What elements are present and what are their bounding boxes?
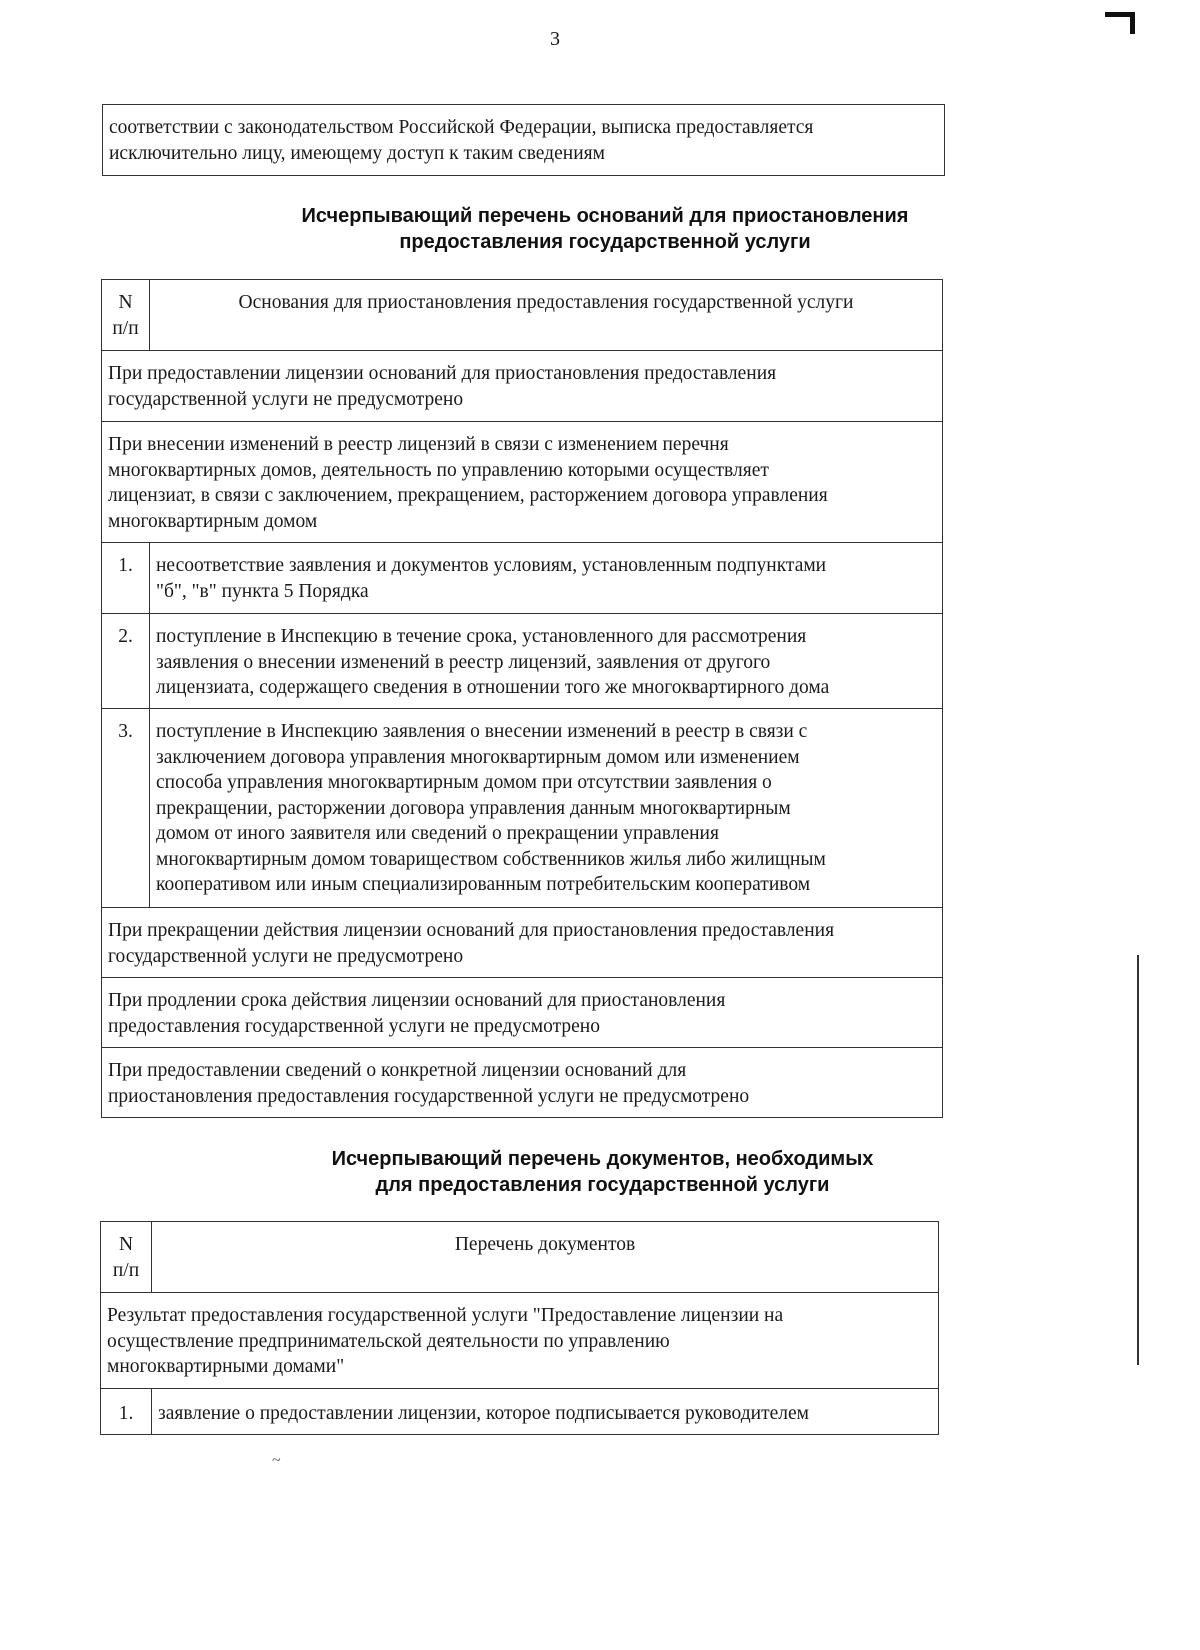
text-line: способа управления многоквартирным домом при отсутствии заявления о <box>156 772 772 793</box>
text-line: При прекращении действия лицензии оснований для приостановления предоставления <box>108 920 835 941</box>
table-header-row <box>102 280 943 351</box>
header-num-line: п/п <box>112 317 139 339</box>
item-number: 1. <box>101 1389 152 1435</box>
header-num-line: N <box>118 1234 134 1255</box>
text-line: При предоставлении лицензии оснований для приостановления предоставления <box>108 363 777 384</box>
continuation-box <box>102 104 945 176</box>
item-text <box>150 614 943 709</box>
text-line: поступление в Инспекцию заявления о внесении изменений в реестр в связи с <box>156 721 808 742</box>
text-line: соответствии с законодательством Российской Федерации, выписка предоставляется <box>109 117 814 138</box>
text-line: При внесении изменений в реестр лицензий в связи с изменением перечня <box>108 434 729 455</box>
suspension-grounds-table <box>101 279 943 1118</box>
text-line: многоквартирным домом <box>108 510 318 532</box>
text-line: лицензиат, в связи с заключением, прекращением, расторжением договора управления <box>108 485 828 506</box>
table-row <box>101 1389 939 1435</box>
table-row <box>102 614 943 709</box>
required-documents-table <box>100 1221 939 1435</box>
row-cell <box>102 908 943 978</box>
section-heading <box>95 203 1115 255</box>
text-line: приостановления предоставления государственной услуги не предусмотрено <box>108 1085 750 1107</box>
table-header-row <box>101 1222 939 1293</box>
header-num-cell <box>101 1222 152 1293</box>
item-text <box>150 543 943 614</box>
heading-line: предоставления государственной услуги <box>399 231 811 253</box>
text-line: заключением договора управления многоквартирным домом или изменением <box>156 746 800 768</box>
text-line: лицензиата, содержащего сведения в отношении того же многоквартирного дома <box>156 677 830 698</box>
text-line: осуществление предпринимательской деятельности по управлению <box>107 1330 670 1352</box>
text-line: заявление о предоставлении лицензии, которое подписывается руководителем <box>158 1403 809 1424</box>
row-cell <box>102 422 943 543</box>
row-cell <box>102 978 943 1048</box>
text-line: прекращении, расторжении договора управления данным многоквартирным <box>156 797 791 819</box>
header-num-cell <box>102 280 150 351</box>
text-line: многоквартирным домом товариществом собственников жилья либо жилищным <box>156 848 826 870</box>
table-row <box>102 351 943 422</box>
text-line: несоответствие заявления и документов условиям, установленным подпунктами <box>156 555 827 576</box>
item-text <box>152 1389 939 1435</box>
text-line: государственной услуги не предусмотрено <box>108 945 464 967</box>
item-number: 3. <box>102 709 150 908</box>
table-row <box>102 709 943 908</box>
text-line: При продлении срока действия лицензии оснований для приостановления <box>108 990 726 1011</box>
heading-line: для предоставления государственной услуги <box>375 1174 830 1196</box>
item-text <box>150 709 943 908</box>
item-number: 2. <box>102 614 150 709</box>
text-line: государственной услуги не предусмотрено <box>108 388 464 410</box>
header-text-cell: Перечень документов <box>152 1222 939 1293</box>
text-line: исключительно лицу, имеющему доступ к таким сведениям <box>109 142 605 164</box>
header-num-line: N <box>118 292 133 313</box>
heading-line: Исчерпывающий перечень оснований для приостановления <box>301 205 909 227</box>
text-line: многоквартирными домами" <box>107 1356 345 1377</box>
text-line: поступление в Инспекцию в течение срока, установленного для рассмотрения <box>156 626 807 647</box>
table-row <box>102 543 943 614</box>
header-text-cell: Основания для приостановления предоставления государственной услуги <box>150 280 943 351</box>
text-line: заявления о внесении изменений в реестр лицензий, заявления от другого <box>156 651 771 673</box>
page-number: 3 <box>550 28 560 50</box>
text-line: "б", "в" пункта 5 Порядка <box>156 580 369 602</box>
continuation-text <box>109 115 940 166</box>
item-number: 1. <box>102 543 150 614</box>
row-cell <box>102 1048 943 1118</box>
text-line: предоставления государственной услуги не предусмотрено <box>108 1015 600 1037</box>
text-line: домом от иного заявителя или сведений о прекращении управления <box>156 823 719 844</box>
header-num-line: п/п <box>112 1259 140 1281</box>
text-line: многоквартирных домов, деятельность по управлению которыми осуществляет <box>108 459 769 481</box>
heading-line: Исчерпывающий перечень документов, необходимых <box>331 1148 874 1170</box>
table-row <box>101 1293 939 1389</box>
row-cell <box>102 351 943 422</box>
text-line: кооперативом или иным специализированным потребительским кооперативом <box>156 874 811 895</box>
table-row <box>102 422 943 543</box>
text-line: Результат предоставления государственной услуги "Предоставление лицензии на <box>107 1305 784 1326</box>
scan-corner-mark <box>1105 12 1135 17</box>
table-row <box>102 978 943 1048</box>
section-heading <box>100 1146 1105 1198</box>
text-line: При предоставлении сведений о конкретной лицензии оснований для <box>108 1060 687 1081</box>
scan-edge-line <box>1137 955 1139 1365</box>
table-row <box>102 1048 943 1118</box>
row-cell <box>101 1293 939 1389</box>
scan-speck: ~ <box>272 1452 281 1469</box>
table-row <box>102 908 943 978</box>
